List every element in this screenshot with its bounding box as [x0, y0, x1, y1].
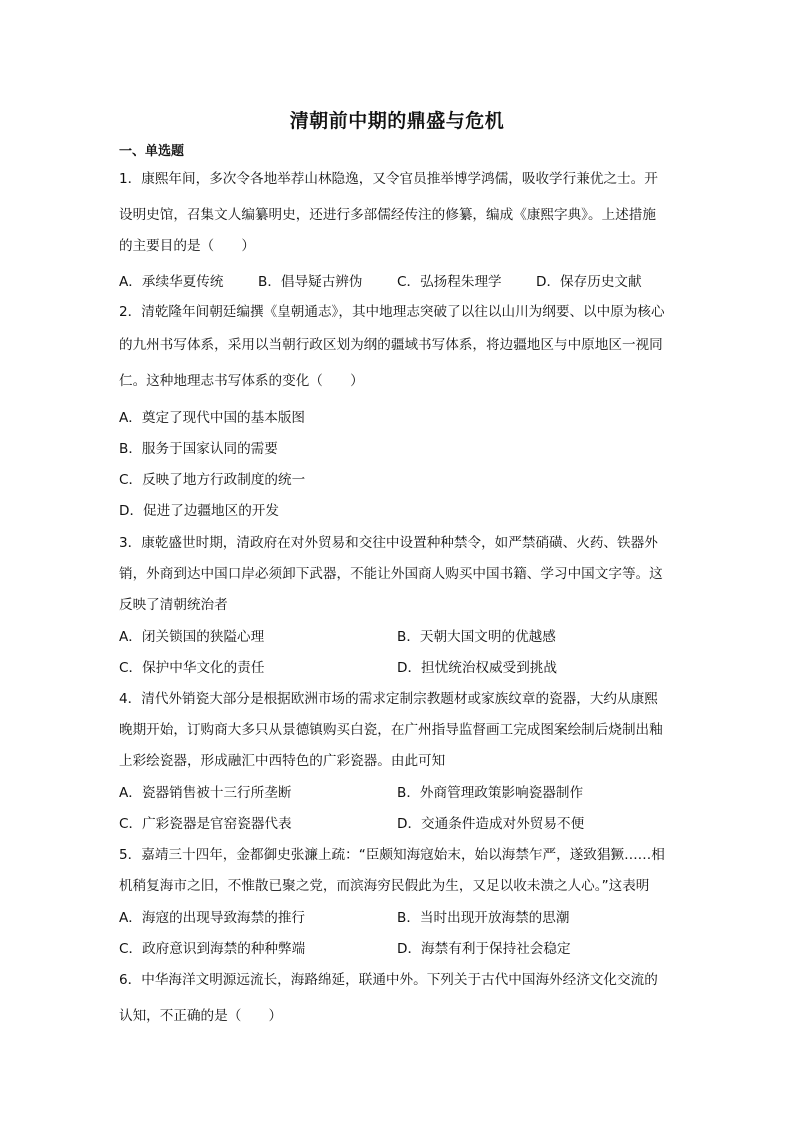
question-2-option-a: A．奠定了现代中国的基本版图	[119, 410, 306, 426]
question-5-line-1: 5．嘉靖三十四年，金都御史张濂上疏：“臣颇知海寇始末，始以海禁乍严，遂致猖獗……相	[119, 847, 665, 863]
question-6-line-2: 认知，不正确的是（ ）	[119, 1008, 283, 1024]
question-2-option-c: C．反映了地方行政制度的统一	[119, 472, 306, 488]
question-2-line-3: 仁。这种地理志书写体系的变化（ ）	[119, 373, 364, 389]
question-4-option-a: A．瓷器销售被十三行所垄断	[119, 785, 292, 801]
question-4-option-d: D．交通条件造成对外贸易不便	[397, 816, 585, 832]
question-5-option-a: A．海寇的出现导致海禁的推行	[119, 910, 306, 926]
question-1-line-1: 1．康熙年间，多次令各地举荐山林隐逸，又令官员推举博学鸿儒，吸收学行兼优之士。开	[119, 171, 658, 187]
question-4-line-2: 晚期开始，订购商大多只从景德镇购买白瓷，在广州指导监督画工完成图案绘制后烧制出釉	[119, 722, 663, 738]
question-4-line-1: 4．清代外销瓷大部分是根据欧洲市场的需求定制宗教题材或家族纹章的瓷器，大约从康熙	[119, 691, 658, 707]
question-1-option-c: C．弘扬程朱理学	[397, 274, 502, 290]
document-title: 清朝前中期的鼎盛与危机	[289, 110, 505, 132]
question-5-option-b: B．当时出现开放海禁的思潮	[397, 910, 570, 926]
question-4-line-3: 上彩绘瓷器，形成融汇中西特色的广彩瓷器。由此可知	[119, 753, 446, 769]
question-3-line-1: 3．康乾盛世时期，清政府在对外贸易和交往中设置种种禁令，如严禁硝磺、火药、铁器外	[119, 535, 658, 551]
question-5-option-d: D．海禁有利于保持社会稳定	[397, 941, 571, 957]
question-2-line-2: 的九州书写体系，采用以当朝行政区划为纲的疆域书写体系，将边疆地区与中原地区一视同	[119, 337, 663, 353]
question-3-option-c: C．保护中华文化的责任	[119, 660, 265, 676]
question-1-option-d: D．保存历史文献	[536, 274, 642, 290]
question-4-option-c: C．广彩瓷器是官窑瓷器代表	[119, 816, 292, 832]
question-1-option-a: A．承续华夏传统	[119, 274, 224, 290]
question-1-line-3: 的主要目的是（ ）	[119, 238, 255, 254]
section-heading: 一、单选题	[119, 144, 185, 159]
question-2-option-b: B．服务于国家认同的需要	[119, 441, 278, 457]
question-6-line-1: 6．中华海洋文明源远流长，海路绵延，联通中外。下列关于古代中国海外经济文化交流的	[119, 972, 658, 988]
question-5-option-c: C．政府意识到海禁的种种弊端	[119, 941, 306, 957]
question-3-option-d: D．担忧统治权威受到挑战	[397, 660, 557, 676]
question-4-option-b: B．外商管理政策影响瓷器制作	[397, 785, 584, 801]
question-3-option-b: B．天朝大国文明的优越感	[397, 629, 556, 645]
question-5-line-2: 机稍复海市之旧，不惟散已聚之党，而滨海穷民假此为生，又足以收未溃之人心。”这表明	[119, 878, 650, 894]
question-2-line-1: 2．清乾隆年间朝廷编撰《皇朝通志》，其中地理志突破了以往以山川为纲要、以中原为核心	[119, 304, 665, 320]
question-1-option-b: B．倡导疑古辨伪	[258, 274, 363, 290]
question-3-line-2: 销，外商到达中国口岸必须卸下武器，不能让外国商人购买中国书籍、学习中国文字等。这	[119, 566, 663, 582]
question-3-line-3: 反映了清朝统治者	[119, 597, 228, 613]
question-3-option-a: A．闭关锁国的狭隘心理	[119, 629, 265, 645]
question-2-option-d: D．促进了边疆地区的开发	[119, 503, 279, 519]
question-1-line-2: 设明史馆，召集文人编纂明史，还进行多部儒经传注的修纂，编成《康熙字典》。上述措施	[119, 207, 656, 223]
